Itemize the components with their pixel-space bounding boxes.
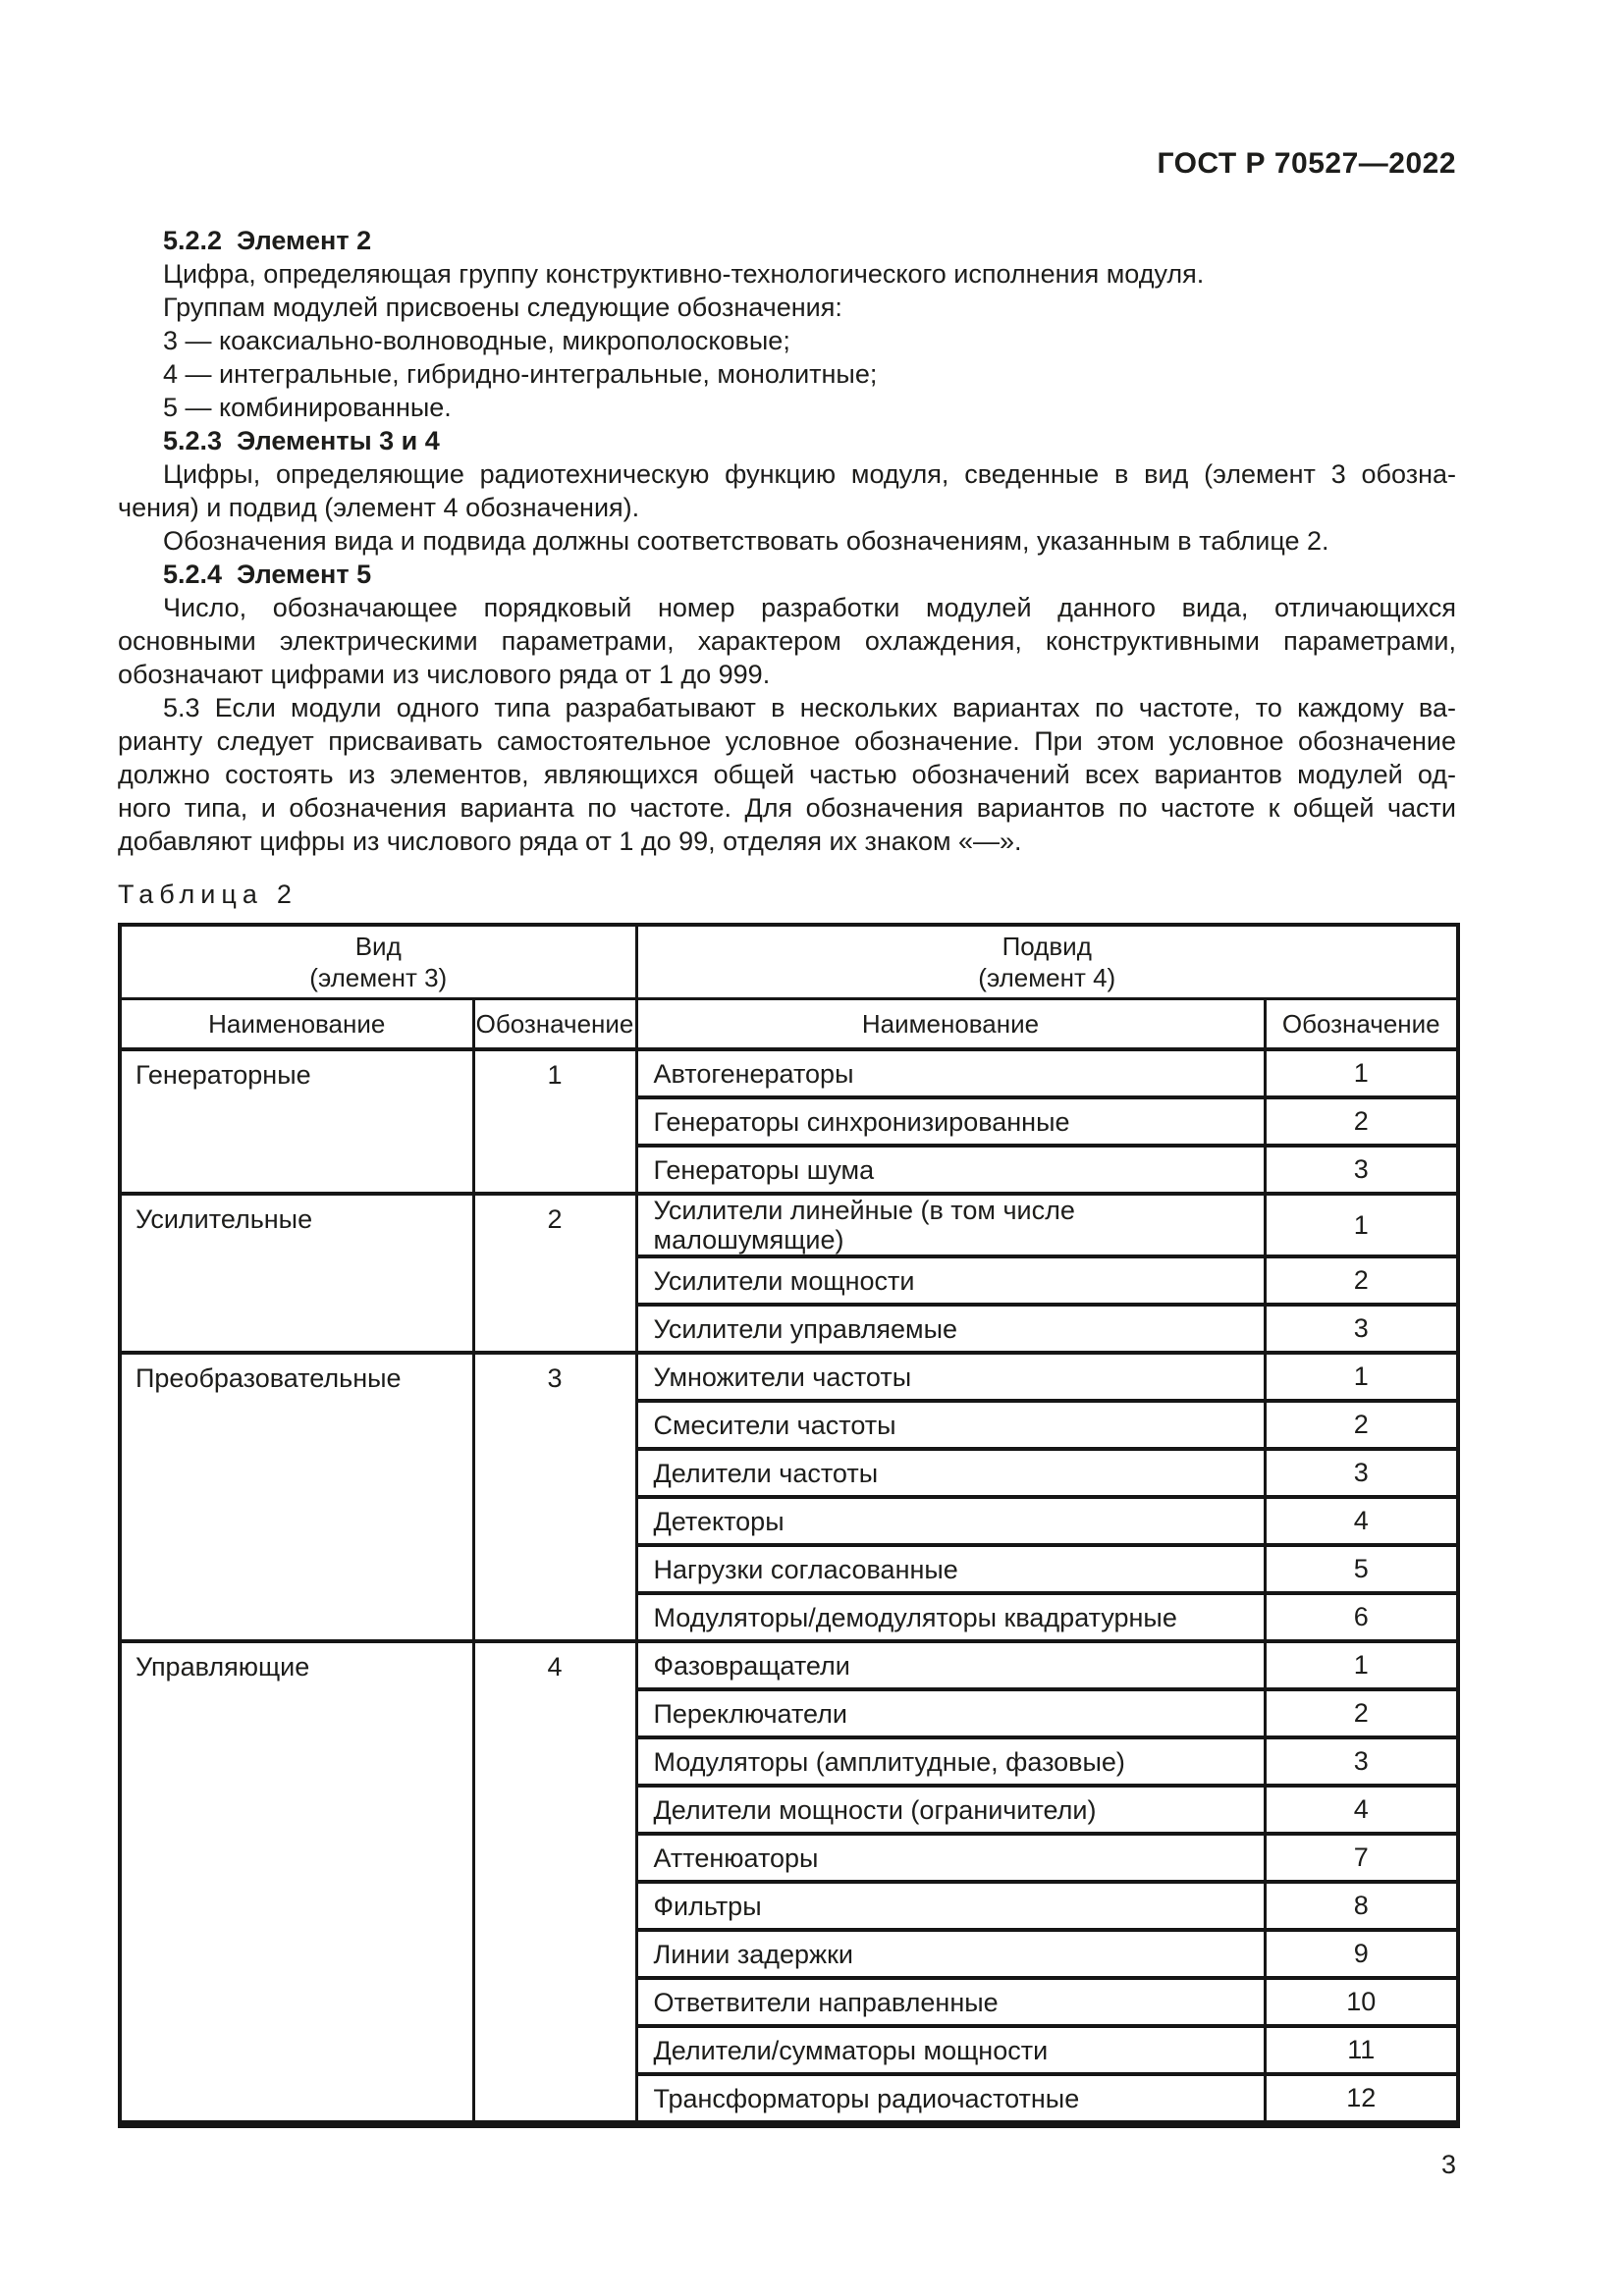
col-header-code-2: Обозначение: [1265, 999, 1458, 1050]
subtype-code-cell: 1: [1265, 1049, 1458, 1097]
doc-code: ГОСТ Р 70527—2022: [1157, 147, 1456, 180]
subtype-code-cell: 1: [1265, 1641, 1458, 1689]
subtype-name-cell: Нагрузки согласованные: [636, 1545, 1265, 1593]
page-number: 3: [1440, 2150, 1456, 2179]
subtype-code-cell: 3: [1265, 1449, 1458, 1497]
col-header-podvid-title: Подвид: [1001, 932, 1092, 961]
subtype-name-cell: Усилители линейные (в том числе малошумящие): [636, 1194, 1265, 1256]
subtype-name-cell: Аттенюаторы: [636, 1834, 1265, 1882]
heading-5-2-2: 5.2.2 Элемент 2: [163, 226, 372, 255]
subtype-name-cell: Умножители частоты: [636, 1353, 1265, 1401]
text-line: Цифра, определяющая группу конструктивно-технологического исполнения модуля.: [163, 259, 1205, 289]
subtype-code-cell: 11: [1265, 2026, 1458, 2074]
list-item: 4 — интегральные, гибридно-интегральные, монолитные;: [163, 359, 878, 389]
table-2: [118, 923, 1460, 2128]
text-line: добавляют цифры из числового ряда от 1 до 99, отделяя их знаком «—».: [118, 827, 1022, 856]
group-name-cell: Усилительные: [120, 1194, 473, 1353]
subtype-name-cell: Делители/сумматоры мощности: [636, 2026, 1265, 2074]
col-header-podvid: [636, 925, 1458, 999]
subtype-name-cell: Детекторы: [636, 1497, 1265, 1545]
group-name-cell: Преобразовательные: [120, 1353, 473, 1641]
subtype-code-cell: 7: [1265, 1834, 1458, 1882]
subtype-name-cell: Автогенераторы: [636, 1049, 1265, 1097]
subtype-code-cell: 3: [1265, 1737, 1458, 1786]
table-row: [120, 1194, 1458, 1256]
subtype-name-cell: Модуляторы/демодуляторы квадратурные: [636, 1593, 1265, 1641]
text-line: ного типа, и обозначения варианта по частоте. Для обозначения вариантов по частоте к общей части: [118, 793, 1456, 823]
subtype-code-cell: 8: [1265, 1882, 1458, 1930]
col-header-vid-subtitle: (элемент 3): [309, 963, 448, 992]
text-line: Обозначения вида и подвида должны соответствовать обозначениям, указанным в таблице 2.: [163, 526, 1329, 556]
subtype-name-cell: Фазовращатели: [636, 1641, 1265, 1689]
table-caption: [118, 878, 1624, 911]
text-line: Цифры, определяющие радиотехническую функцию модуля, сведенные в вид (элемент 3 обозна-: [163, 459, 1456, 489]
text-line: основными электрическими параметрами, характером охлаждения, конструктивными параметрами,: [118, 626, 1456, 656]
col-header-vid-title: Вид: [354, 932, 402, 961]
subtype-code-cell: 2: [1265, 1097, 1458, 1146]
subtype-code-cell: 9: [1265, 1930, 1458, 1978]
subtype-name-cell: Усилители управляемые: [636, 1305, 1265, 1353]
subtype-name-cell: Переключатели: [636, 1689, 1265, 1737]
subtype-code-cell: 4: [1265, 1497, 1458, 1545]
subtype-name-cell: Трансформаторы радиочастотные: [636, 2074, 1265, 2124]
subtype-name-cell: Усилители мощности: [636, 1256, 1265, 1305]
subtype-name-cell: Ответвители направленные: [636, 1978, 1265, 2026]
group-name-cell: Управляющие: [120, 1641, 473, 2124]
table-row: [120, 1641, 1458, 1689]
subtype-code-cell: 1: [1265, 1353, 1458, 1401]
heading-5-2-4: 5.2.4 Элемент 5: [163, 560, 372, 589]
subtype-code-cell: 3: [1265, 1146, 1458, 1194]
list-item: 3 — коаксиально-волноводные, микрополосковые;: [163, 326, 790, 355]
group-name-cell: Генераторные: [120, 1049, 473, 1194]
heading-5-2-3: 5.2.3 Элементы 3 и 4: [163, 426, 440, 455]
group-code-cell: 2: [473, 1194, 636, 1353]
subtype-code-cell: 12: [1265, 2074, 1458, 2124]
group-code-cell: 1: [473, 1049, 636, 1194]
group-code-cell: 3: [473, 1353, 636, 1641]
group-code-cell: 4: [473, 1641, 636, 2124]
col-header-name-2: Наименование: [636, 999, 1265, 1050]
text-line: чения) и подвид (элемент 4 обозначения).: [118, 493, 640, 522]
text-line: Группам модулей присвоены следующие обозначения:: [163, 293, 842, 322]
subtype-name-cell: Смесители частоты: [636, 1401, 1265, 1449]
table-row: [120, 1049, 1458, 1097]
subtype-name-cell: Линии задержки: [636, 1930, 1265, 1978]
subtype-code-cell: 5: [1265, 1545, 1458, 1593]
subtype-code-cell: 1: [1265, 1194, 1458, 1256]
subtype-code-cell: 2: [1265, 1401, 1458, 1449]
col-header-code-1: Обозначение: [473, 999, 636, 1050]
table-group-header-row: [120, 925, 1458, 999]
subtype-name-cell: Генераторы шума: [636, 1146, 1265, 1194]
subtype-name-cell: Фильтры: [636, 1882, 1265, 1930]
subtype-code-cell: 2: [1265, 1689, 1458, 1737]
subtype-name-cell: Модуляторы (амплитудные, фазовые): [636, 1737, 1265, 1786]
table-row: [120, 1353, 1458, 1401]
subtype-code-cell: 4: [1265, 1786, 1458, 1834]
col-header-name-1: Наименование: [120, 999, 473, 1050]
text-line: должно состоять из элементов, являющихся общей частью обозначений всех вариантов модулей од-: [118, 760, 1456, 789]
table-caption-number: 2: [276, 880, 292, 909]
text-line: Число, обозначающее порядковый номер разработки модулей данного вида, отличающихся: [163, 593, 1456, 622]
subtype-code-cell: 3: [1265, 1305, 1458, 1353]
text-line: 5.3 Если модули одного типа разрабатывают в нескольких вариантах по частоте, то каждому ва-: [163, 693, 1456, 722]
subtype-name-cell: Делители частоты: [636, 1449, 1265, 1497]
list-item: 5 — комбинированные.: [163, 393, 452, 422]
subtype-code-cell: 2: [1265, 1256, 1458, 1305]
col-header-podvid-subtitle: (элемент 4): [978, 963, 1116, 992]
table-caption-word: Таблица: [118, 880, 263, 909]
body-text: [118, 224, 1456, 858]
subtype-name-cell: Делители мощности (ограничители): [636, 1786, 1265, 1834]
text-line: обозначают цифрами из числового ряда от 1 до 999.: [118, 660, 771, 689]
subtype-code-cell: 10: [1265, 1978, 1458, 2026]
subtype-name-cell: Генераторы синхронизированные: [636, 1097, 1265, 1146]
col-header-vid: [120, 925, 636, 999]
subtype-code-cell: 6: [1265, 1593, 1458, 1641]
text-line: рианту следует присваивать самостоятельное условное обозначение. При этом условное обозначение: [118, 726, 1456, 756]
table-subheader-row: [120, 999, 1458, 1050]
